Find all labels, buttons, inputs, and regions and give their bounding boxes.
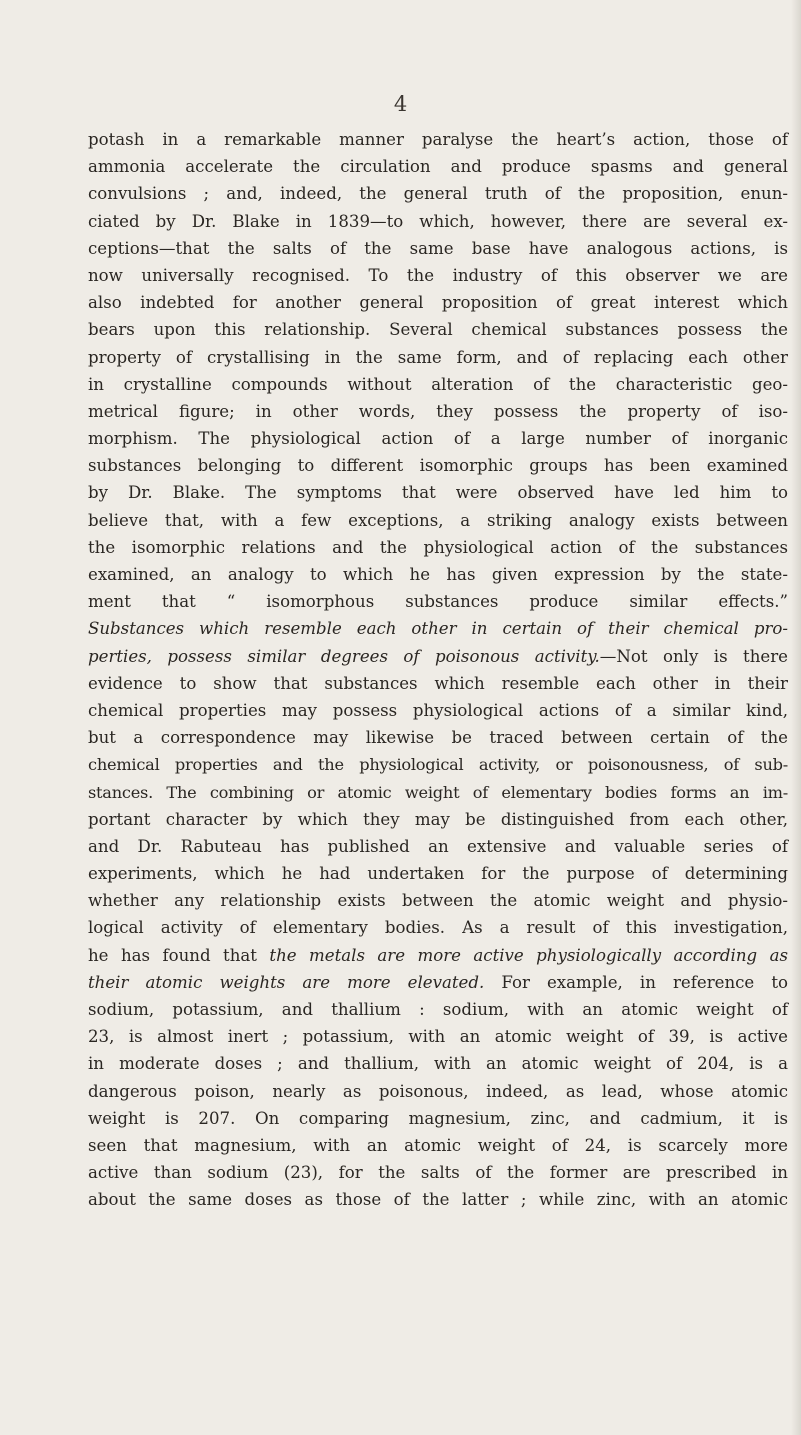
text-line [88, 316, 788, 343]
italic-text: Substances which resemble each other in certain of their chemical pro- [88, 619, 788, 639]
text-segment: ceptions—that the salts of the same base have analogous actions, is [88, 238, 788, 258]
text-line [88, 235, 788, 262]
text-line [88, 860, 788, 887]
text-segment: ciated by Dr. Blake in 1839—to which, however, there are several ex- [88, 211, 788, 231]
text-line [88, 1159, 788, 1186]
text-segment: in crystalline compounds without alteration of the characteristic geo- [88, 374, 788, 394]
text-segment: believe that, with a few exceptions, a striking analogy exists between [88, 510, 788, 530]
text-segment: potash in a remarkable manner paralyse the heart’s action, those of [88, 130, 788, 149]
text-segment: convulsions ; and, indeed, the general truth of the proposition, enun- [88, 184, 788, 204]
text-segment: evidence to show that substances which resemble each other in their [88, 673, 788, 693]
text-segment: the isomorphic relations and the physiological action of the substances [88, 537, 788, 557]
text-line [88, 398, 788, 425]
italic-text: their atomic weights are more elevated. [88, 972, 485, 992]
text-segment: substances belonging to different isomorphic groups has been examined [88, 456, 788, 476]
text-segment: about the same doses as those of the latter ; while zinc, with an atomic [88, 1190, 788, 1210]
text-line [88, 697, 788, 724]
text-line [88, 153, 788, 180]
italic-text: perties, possess similar degrees of poisonous activity. [88, 646, 600, 666]
text-line [88, 615, 788, 642]
text-segment: also indebted for another general proposition of great interest which [88, 293, 788, 313]
text-line [88, 1023, 788, 1050]
text-line [88, 588, 788, 615]
text-segment: 23, is almost inert ; potassium, with an atomic weight of 39, is active [88, 1027, 788, 1047]
text-segment: chemical properties and the physiological activity, or poisonousness, of sub- [88, 755, 788, 775]
text-line [88, 425, 788, 452]
text-line [88, 833, 788, 860]
text-line [88, 643, 788, 670]
text-segment: now universally recognised. To the industry of this observer we are [88, 265, 788, 285]
text-line [88, 208, 788, 235]
text-segment: metrical figure; in other words, they possess the property of iso- [88, 401, 788, 421]
text-segment: chemical properties may possess physiological actions of a similar kind, [88, 700, 788, 720]
text-line [88, 1132, 788, 1159]
body-text [88, 126, 788, 1214]
text-segment: ment that “ isomorphous substances produce similar effects.” [88, 592, 788, 612]
text-line [88, 126, 788, 153]
text-line [88, 1078, 788, 1105]
text-line [88, 1105, 788, 1132]
text-segment: bears upon this relationship. Several chemical substances possess the [88, 320, 788, 340]
text-line [88, 180, 788, 207]
text-segment: experiments, which he had undertaken for the purpose of determining [88, 864, 788, 884]
text-segment: and Dr. Rabuteau has published an extensive and valuable series of [88, 836, 788, 856]
text-line [88, 479, 788, 506]
text-segment: stances. The combining or atomic weight of elementary bodies forms an im- [88, 782, 788, 802]
text-segment: For example, in reference to [484, 972, 788, 992]
text-line [88, 996, 788, 1023]
text-line [88, 914, 788, 941]
text-line [88, 806, 788, 833]
text-line [88, 969, 788, 996]
text-segment: property of crystallising in the same form, and of replacing each other [88, 347, 788, 367]
text-line [88, 534, 788, 561]
text-segment: —Not only is there [599, 646, 788, 666]
text-line [88, 344, 788, 371]
text-segment: ammonia accelerate the circulation and produce spasms and general [88, 157, 788, 177]
text-segment: portant character by which they may be distinguished from each other, [88, 809, 788, 829]
text-segment: morphism. The physiological action of a large number of inorganic [88, 429, 788, 449]
text-line [88, 371, 788, 398]
italic-text: the metals are more active physiologically according as [269, 945, 789, 965]
text-segment: seen that magnesium, with an atomic weight of 24, is scarcely more [88, 1135, 788, 1155]
text-segment: but a correspondence may likewise be traced between certain of the [88, 728, 788, 748]
text-segment: weight is 207. On comparing magnesium, zinc, and cadmium, it is [88, 1108, 788, 1128]
text-segment: in moderate doses ; and thallium, with an atomic weight of 204, is a [88, 1054, 788, 1074]
text-segment: active than sodium (23), for the salts of the former are prescribed in [88, 1163, 788, 1183]
text-line [88, 452, 788, 479]
page-edge-shadow [791, 0, 801, 1435]
text-line [88, 1186, 788, 1213]
text-segment: he has found that [88, 945, 270, 965]
text-line [88, 1050, 788, 1077]
text-segment: by Dr. Blake. The symptoms that were observed have led him to [88, 483, 788, 503]
text-segment: dangerous poison, nearly as poisonous, indeed, as lead, whose atomic [88, 1081, 788, 1101]
text-segment: logical activity of elementary bodies. As a result of this investigation, [88, 918, 788, 938]
text-line [88, 887, 788, 914]
text-line [88, 724, 788, 751]
text-line [88, 262, 788, 289]
text-line [88, 507, 788, 534]
text-segment: sodium, potassium, and thallium : sodium, with an atomic weight of [88, 1000, 788, 1019]
text-line [88, 751, 788, 778]
page-number: 4 [393, 92, 408, 116]
text-line [88, 670, 788, 697]
text-segment: whether any relationship exists between the atomic weight and physio- [88, 891, 788, 911]
text-line [88, 289, 788, 316]
text-line [88, 561, 788, 588]
text-line [88, 942, 788, 969]
text-segment: examined, an analogy to which he has given expression by the state- [88, 565, 788, 584]
text-line [88, 779, 788, 806]
